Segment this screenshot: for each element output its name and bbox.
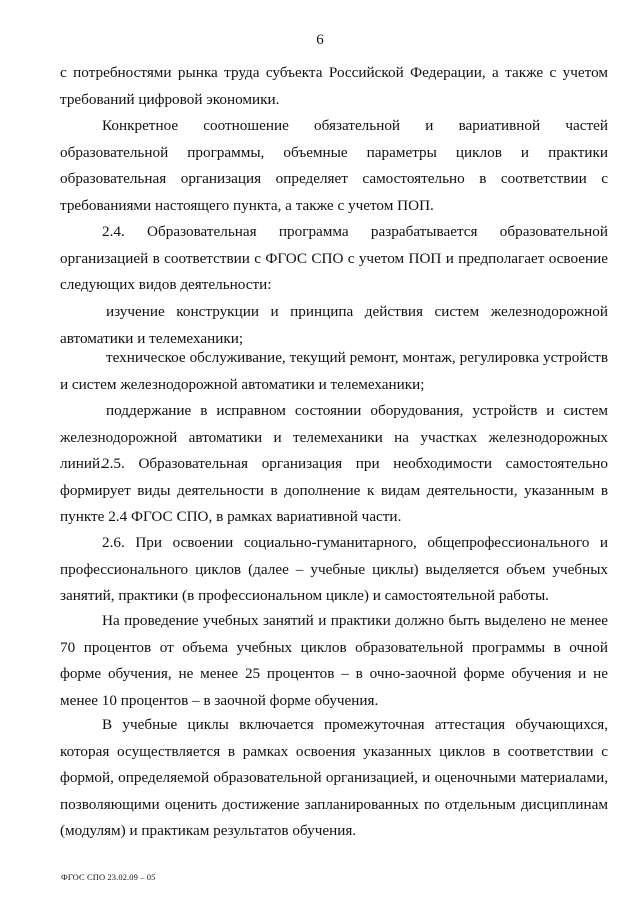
paragraph-continuation: с потребностями рынка труда субъекта Российской Федерации, а также с учетом требований цифровой экономики. (60, 64, 608, 108)
paragraph-2-6: 2.6. При освоении социально-гуманитарного, общепрофессионального и профессионального циклов (далее – учебные циклы) выделяется объем учебных занятий, практики (в профессиональном цикле) и самостоятельной работы. (60, 534, 608, 604)
paragraph-2-5: 2.5. Образовательная организация при необходимости самостоятельно формирует виды деятельности в дополнение к видам деятельности, указанным в пункте 2.4 ФГОС СПО, в рамках вариативной части. (60, 455, 608, 525)
paragraph-ratio: Конкретное соотношение обязательной и вариативной частей образовательной программы, объемные параметры циклов и практики образовательная организация определяет самостоятельно в соответствии с требованиями настоящего пункта, а также с учетом ПОП. (60, 117, 608, 214)
page-number: 6 (316, 32, 324, 48)
paragraph-2-4: 2.4. Образовательная программа разрабатывается образовательной организацией в соответствии с ФГОС СПО с учетом ПОП и предполагает освоение следующих видов деятельности: (60, 223, 608, 293)
footer-code: ФГОС СПО 23.02.09 – 05 (61, 872, 156, 882)
list-item-activity-1: изучение конструкции и принципа действия систем железнодорожной автоматики и телемеханики; (60, 303, 608, 347)
paragraph-hours: На проведение учебных занятий и практики должно быть выделено не менее 70 процентов от объема учебных циклов образовательной программы в очной форме обучения, не менее 25 процентов – в очно-заочной форме обучения и не менее 10 процентов – в заочной форме обучения. (60, 612, 608, 709)
paragraph-assessment: В учебные циклы включается промежуточная аттестация обучающихся, которая осуществляется в рамках освоения указанных циклов в соответствии с формой, определяемой образовательной организацией, и оценочными материалами, позволяющими оценить достижение запланированных по отдельным дисциплинам (модулям) и практикам результатов обучения. (60, 716, 608, 839)
list-item-activity-2: техническое обслуживание, текущий ремонт, монтаж, регулировка устройств и систем железнодорожной автоматики и телемеханики; (60, 349, 608, 393)
list-item-activity-3: поддержание в исправном состоянии оборудования, устройств и систем железнодорожной автоматики и телемеханики на участках железнодорожных линий. (60, 402, 608, 472)
